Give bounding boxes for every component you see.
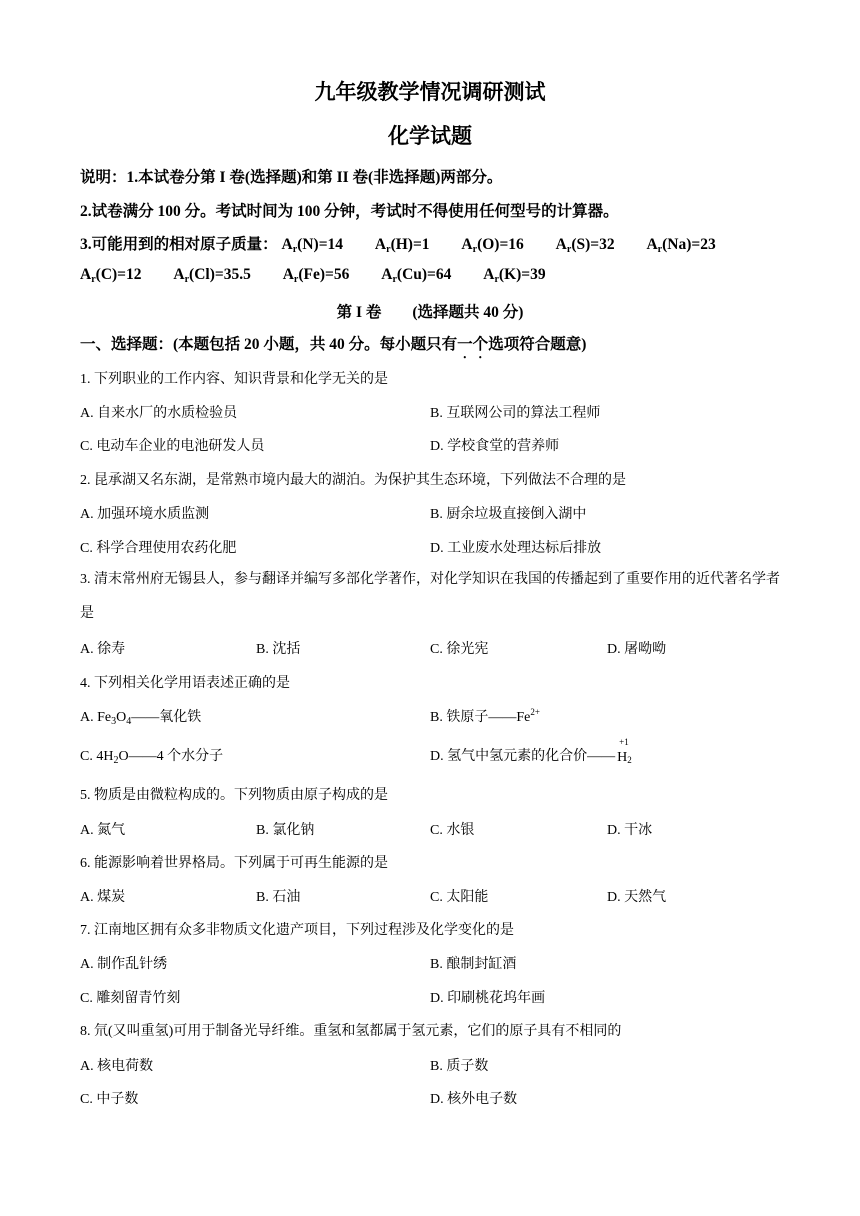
option-b: B. 厨余垃圾直接倒入湖中 <box>430 507 587 522</box>
instruction-2: 2.试卷满分 100 分。考试时间为 100 分钟，考试时不得使用任何型号的计算器。 <box>80 203 619 220</box>
option-c: C. 雕刻留青竹刻 <box>80 991 181 1006</box>
option-b: B. 石油 <box>256 890 301 905</box>
option-d: D. 印刷桃花坞年画 <box>430 991 546 1006</box>
question-5: 5. 物质是由微粒构成的。下列物质由原子构成的是 <box>80 788 388 803</box>
atomic-mass-cu: $A_r(Cu)=64$ <box>381 266 452 285</box>
atomic-mass-fe: $A_r(Fe)=56$ <box>282 266 350 285</box>
part-1-heading: 一、选择题：(本题包括 20 小题，共 40 分。每小题只有一个选项符合题意) <box>80 336 587 353</box>
option-d: D. 天然气 <box>607 890 667 905</box>
atomic-mass-n: $A_r(N)=14$ <box>281 236 344 255</box>
option-c: C. 科学合理使用农药化肥 <box>80 541 237 556</box>
option-c: C. 太阳能 <box>430 890 489 905</box>
atomic-mass-lead: 3.可能用到的相对原子质量： <box>80 236 278 253</box>
option-d: D. 干冰 <box>607 823 653 838</box>
option-b: B. 沈括 <box>256 642 301 657</box>
option-a: A. 氮气 <box>80 823 126 838</box>
question-3: 3. 清末常州府无锡县人，参与翻译并编写多部化学著作，对化学知识在我国的传播起到了重要作用的近代著名学者是 <box>80 572 780 621</box>
section-1-heading: 第 I 卷 (选择题共 40 分) <box>336 304 524 321</box>
option-a: A. $Fe_3O_4——$氧化铁 <box>80 710 202 727</box>
option-a: A. 制作乱针绣 <box>80 957 168 972</box>
atomic-mass-cl: $A_r(Cl)=35.5$ <box>173 266 251 285</box>
option-b: B. 氯化钠 <box>256 823 315 838</box>
atomic-mass-na: $A_r(Na)=23$ <box>646 236 716 255</box>
option-a: A. 加强环境水质监测 <box>80 507 210 522</box>
emphasized-text: 一个 <box>457 336 489 353</box>
exam-subject: 化学试题 <box>388 124 472 148</box>
valence-notation: +1 H2 <box>617 737 632 765</box>
option-a: A. 徐寿 <box>80 642 126 657</box>
atomic-mass-s: $A_r(S)=32$ <box>555 236 615 255</box>
exam-title: 九年级教学情况调研测试 <box>314 80 546 104</box>
atomic-mass-o: $A_r(O)=16$ <box>461 236 524 255</box>
question-2: 2. 昆承湖又名东湖，是常熟市境内最大的湖泊。为保护其生态环境，下列做法不合理的是 <box>80 473 626 488</box>
option-d: D. 屠呦呦 <box>607 642 667 657</box>
option-d: D. 学校食堂的营养师 <box>430 439 560 454</box>
option-a: A. 煤炭 <box>80 890 126 905</box>
question-4: 4. 下列相关化学用语表述正确的是 <box>80 676 290 691</box>
instruction-1: 说明：1.本试卷分第 I 卷(选择题)和第 II 卷(非选择题)两部分。 <box>80 169 503 186</box>
option-c: C. 电动车企业的电池研发人员 <box>80 439 265 454</box>
atomic-mass-line-2 <box>80 266 546 285</box>
option-c: C. 徐光宪 <box>430 642 489 657</box>
question-1: 1. 下列职业的工作内容、知识背景和化学无关的是 <box>80 372 388 387</box>
atomic-mass-h: $A_r(H)=1$ <box>374 236 430 255</box>
option-a: A. 自来水厂的水质检验员 <box>80 406 238 421</box>
option-b: B. 铁原子$——Fe^{2+}$ <box>430 707 540 725</box>
option-a: A. 核电荷数 <box>80 1059 154 1074</box>
atomic-mass-line-1 <box>80 232 716 255</box>
atomic-mass-c: $A_r(C)=12$ <box>80 266 142 285</box>
option-d: D. 核外电子数 <box>430 1092 518 1107</box>
question-6: 6. 能源影响着世界格局。下列属于可再生能源的是 <box>80 856 388 871</box>
option-b: B. 酿制封缸酒 <box>430 957 517 972</box>
option-b: B. 互联网公司的算法工程师 <box>430 406 601 421</box>
option-b: B. 质子数 <box>430 1059 489 1074</box>
option-c: C. $4H_2O——4$ 个水分子 <box>80 749 224 766</box>
option-c: C. 中子数 <box>80 1092 139 1107</box>
option-d: D. 工业废水处理达标后排放 <box>430 541 602 556</box>
atomic-mass-k: $A_r(K)=39$ <box>483 266 546 285</box>
option-c: C. 水银 <box>430 823 475 838</box>
question-8: 8. 氘(又叫重氢)可用于制备光导纤维。重氢和氢都属于氢元素，它们的原子具有不相同的 <box>80 1024 622 1039</box>
question-7: 7. 江南地区拥有众多非物质文化遗产项目，下列过程涉及化学变化的是 <box>80 923 514 938</box>
option-d: D. 氢气中氢元素的化合价—— +1 H2 <box>430 745 637 765</box>
